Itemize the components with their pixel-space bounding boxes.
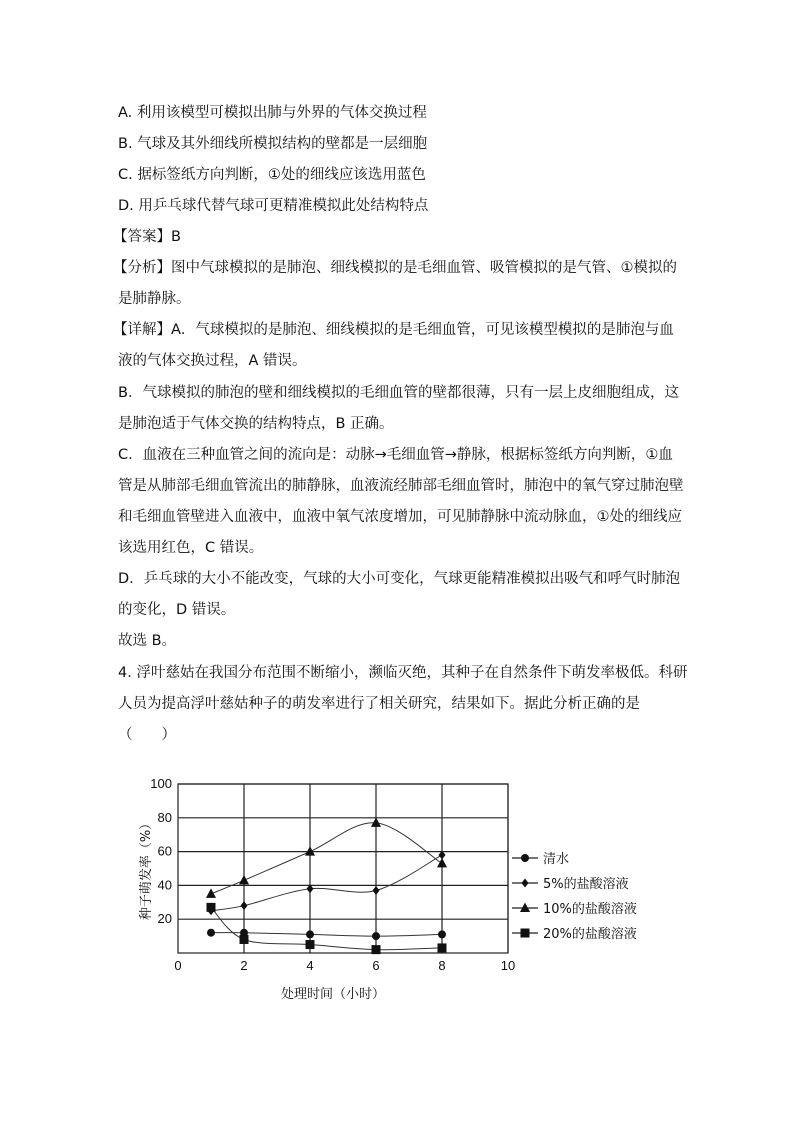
answer-line: 【答案】B	[113, 229, 181, 245]
data-point-square	[207, 903, 216, 912]
legend-label: 10%的盐酸溶液	[543, 902, 637, 917]
data-point-circle	[438, 930, 446, 938]
x-axis-label: 处理时间（小时）	[280, 987, 386, 1002]
option-b: B. 气球及其外细线所模拟结构的壁都是一层细胞	[118, 136, 428, 152]
option-d: D. 用乒乓球代替气球可更精准模拟此处结构特点	[118, 198, 429, 214]
data-point-square	[240, 935, 249, 944]
x-tick-label: 6	[372, 958, 380, 973]
data-point-triangle	[239, 875, 249, 885]
legend-marker-diamond	[522, 879, 529, 888]
detail-line-4: 是肺泡适于气体交换的结构特点，B 正确。	[118, 416, 394, 432]
detail-line-9: D．乒乓球的大小不能改变，气球的大小可变化，气球更能精准模拟出吸气和呼气时肺泡	[118, 571, 681, 587]
data-point-square	[306, 940, 315, 949]
data-point-circle	[306, 930, 314, 938]
data-point-triangle	[305, 846, 315, 856]
data-point-diamond	[373, 886, 380, 895]
detail-line-5: C．血液在三种血管之间的流向是：动脉→毛细血管→静脉，根据标签纸方向判断，①血	[118, 447, 673, 463]
legend-marker-square	[521, 929, 530, 938]
y-tick-label: 60	[157, 843, 172, 859]
analysis-line-1: 【分析】图中气球模拟的是肺泡、细线模拟的是毛细血管、吸管模拟的是气管、①模拟的	[113, 260, 677, 276]
option-c: C. 据标签纸方向判断，①处的细线应该选用蓝色	[118, 167, 426, 183]
data-point-triangle	[371, 817, 381, 827]
legend-marker-circle	[521, 854, 529, 862]
detail-line-6: 管是从肺部毛细血管流出的肺静脉，血液流经肺部毛细血管时，肺泡中的氧气穿过肺泡壁	[118, 478, 684, 494]
detail-line-11: 故选 B。	[118, 633, 177, 649]
detail-line-2: 液的气体交换过程，A 错误。	[118, 353, 307, 369]
question-line-1: 4. 浮叶慈姑在我国分布范围不断缩小，濒临灭绝，其种子在自然条件下萌发率极低。科研	[118, 665, 688, 681]
y-tick-label: 100	[150, 776, 172, 791]
detail-line-10: 的变化，D 错误。	[118, 602, 236, 618]
x-tick-label: 8	[438, 958, 446, 973]
y-axis-label: 种子萌发率（%）	[139, 816, 154, 921]
data-point-square	[372, 945, 381, 954]
detail-line-1: 【详解】A．气球模拟的是肺泡、细线模拟的是毛细血管，可见该模型模拟的是肺泡与血	[113, 322, 674, 338]
legend-label: 20%的盐酸溶液	[543, 927, 637, 942]
analysis-line-2: 是肺静脉。	[118, 291, 191, 307]
x-tick-label: 10	[500, 958, 516, 973]
y-tick-label: 20	[157, 911, 172, 927]
x-tick-label: 2	[240, 958, 248, 973]
x-tick-label: 4	[306, 958, 314, 973]
option-a: A. 利用该模型可模拟出肺与外界的气体交换过程	[118, 105, 427, 121]
question-line-3: （ ）	[118, 727, 176, 743]
data-point-diamond	[241, 901, 248, 910]
question-line-2: 人员为提高浮叶慈姑种子的萌发率进行了相关研究，结果如下。据此分析正确的是	[118, 696, 640, 712]
y-tick-label: 40	[157, 877, 172, 893]
data-point-circle	[207, 929, 215, 937]
legend-marker-triangle	[520, 903, 530, 913]
x-tick-label: 0	[174, 958, 182, 973]
data-point-triangle	[206, 888, 216, 898]
legend-label: 5%的盐酸溶液	[543, 877, 629, 892]
legend-label: 清水	[543, 852, 570, 867]
y-tick-label: 80	[157, 809, 172, 825]
data-point-square	[438, 943, 447, 952]
data-point-circle	[372, 932, 380, 940]
data-point-triangle	[437, 858, 447, 868]
detail-line-3: B．气球模拟的肺泡的壁和细线模拟的毛细血管的壁都很薄，只有一层上皮细胞组成，这	[118, 385, 679, 401]
detail-line-7: 和毛细血管壁进入血液中，血液中氧气浓度增加，可见肺静脉中流动脉血，①处的细线应	[118, 509, 682, 525]
detail-line-8: 该选用红色，C 错误。	[118, 540, 264, 556]
